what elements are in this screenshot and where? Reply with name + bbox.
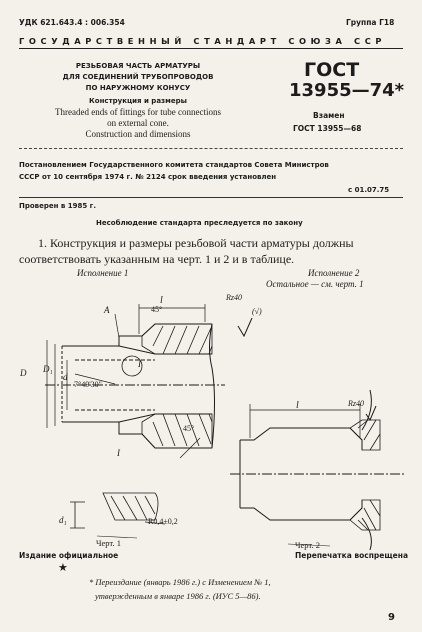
roughness-symbol-top [238,318,252,336]
dimension-lines [47,304,205,458]
title-divider [19,148,403,149]
label-I-1: I [138,359,141,369]
label-d1: d₁ [59,515,67,525]
title-block [18,61,258,140]
label-l-1: l [160,295,163,306]
variant-2-note: Остальное — см. черт. 1 [266,279,364,289]
ru-title-line-1: РЕЗЬБОВАЯ ЧАСТЬ АРМАТУРЫ [75,62,201,70]
label-l-2: l [296,400,299,411]
decree-line-1: Постановлением Государственного комитета стандартов Совета Министров [19,161,329,169]
radius-label: R0,4±0,2 [148,517,178,526]
angle-45-top: 45° [151,305,163,314]
gost-label: ГОСТ [304,59,360,81]
group-code: Группа Г18 [346,18,395,27]
variant-2-label: Исполнение 2 [308,268,360,278]
fig-1-caption: Черт. 1 [96,538,122,548]
header-rule [19,48,403,49]
fitting-2-outline [240,390,371,550]
label-d: d [63,372,68,382]
label-A: A [104,305,110,315]
dimension-lines-2 [250,404,360,438]
ru-subtitle: Конструкция и размеры [89,97,187,105]
footnote-line-1: * Переиздание (январь 1986 г.) с Изменением № 1, [89,577,271,587]
rough-label-2: Rz40 [348,399,364,408]
paragraph-line-2: соответствовать указанным на черт. 1 и 2 и в таблице. [19,252,295,266]
state-standard-heading: ГОСУДАРСТВЕННЫЙ СТАНДАРТ СОЮЗА ССР [19,36,387,46]
label-I-2: I [117,448,120,458]
hatched-wall-2-bottom [350,500,380,530]
drawing-1 [15,288,230,548]
decree-date: с 01.07.75 [348,186,390,194]
label-D: D [20,368,27,378]
decree-line-2: СССР от 10 сентября 1974 г. № 2124 срок введения установлен [19,173,277,181]
variant-1-label: Исполнение 1 [77,268,129,278]
replaces-number: ГОСТ 13955—68 [293,124,362,133]
gost-number: 13955—74* [289,80,405,101]
star-mark: ★ [58,561,68,574]
legal-warning: Несоблюдение стандарта преследуется по закону [96,219,303,227]
angle-taper: 7°49'30" [74,380,102,389]
reprint-prohibited: Перепечатка воспрещена [295,551,409,560]
ru-title-line-2: ДЛЯ СОЕДИНЕНИЙ ТРУБОПРОВОДОВ [62,73,214,81]
en-title-line-2: on external cone. [107,118,169,128]
label-D1: D₁ [43,364,53,374]
footnote-line-2: утвержденным в январе 1986 г. (ИУС 5—86). [95,591,261,601]
rough-label-1: Rz40 [226,293,242,302]
drawing-2 [230,290,410,550]
paragraph-line-1: 1. Конструкция и размеры резьбовой части арматуры должны [38,236,354,250]
ru-title-line-3: ПО НАРУЖНОМУ КОНУСУ [85,84,191,92]
en-title-line-1: Threaded ends of fittings for tube connections [55,107,221,117]
angle-45-bottom: 45° [183,424,195,433]
rough-check-mark: (√) [252,307,262,316]
official-edition: Издание официальное [19,551,119,560]
en-title-line-3: Construction and dimensions [85,129,191,139]
replaces-label: Взамен [313,111,345,120]
hatched-wall-top [142,324,212,354]
udk-code: УДК 621.643.4 : 006.354 [19,18,125,27]
fig-2-caption: Черт. 2 [295,540,321,550]
checked-note: Проверен в 1985 г. [19,202,96,210]
hatched-wall-bottom [142,414,212,448]
page-number: 9 [388,612,395,623]
decree-date-underline [19,197,403,198]
